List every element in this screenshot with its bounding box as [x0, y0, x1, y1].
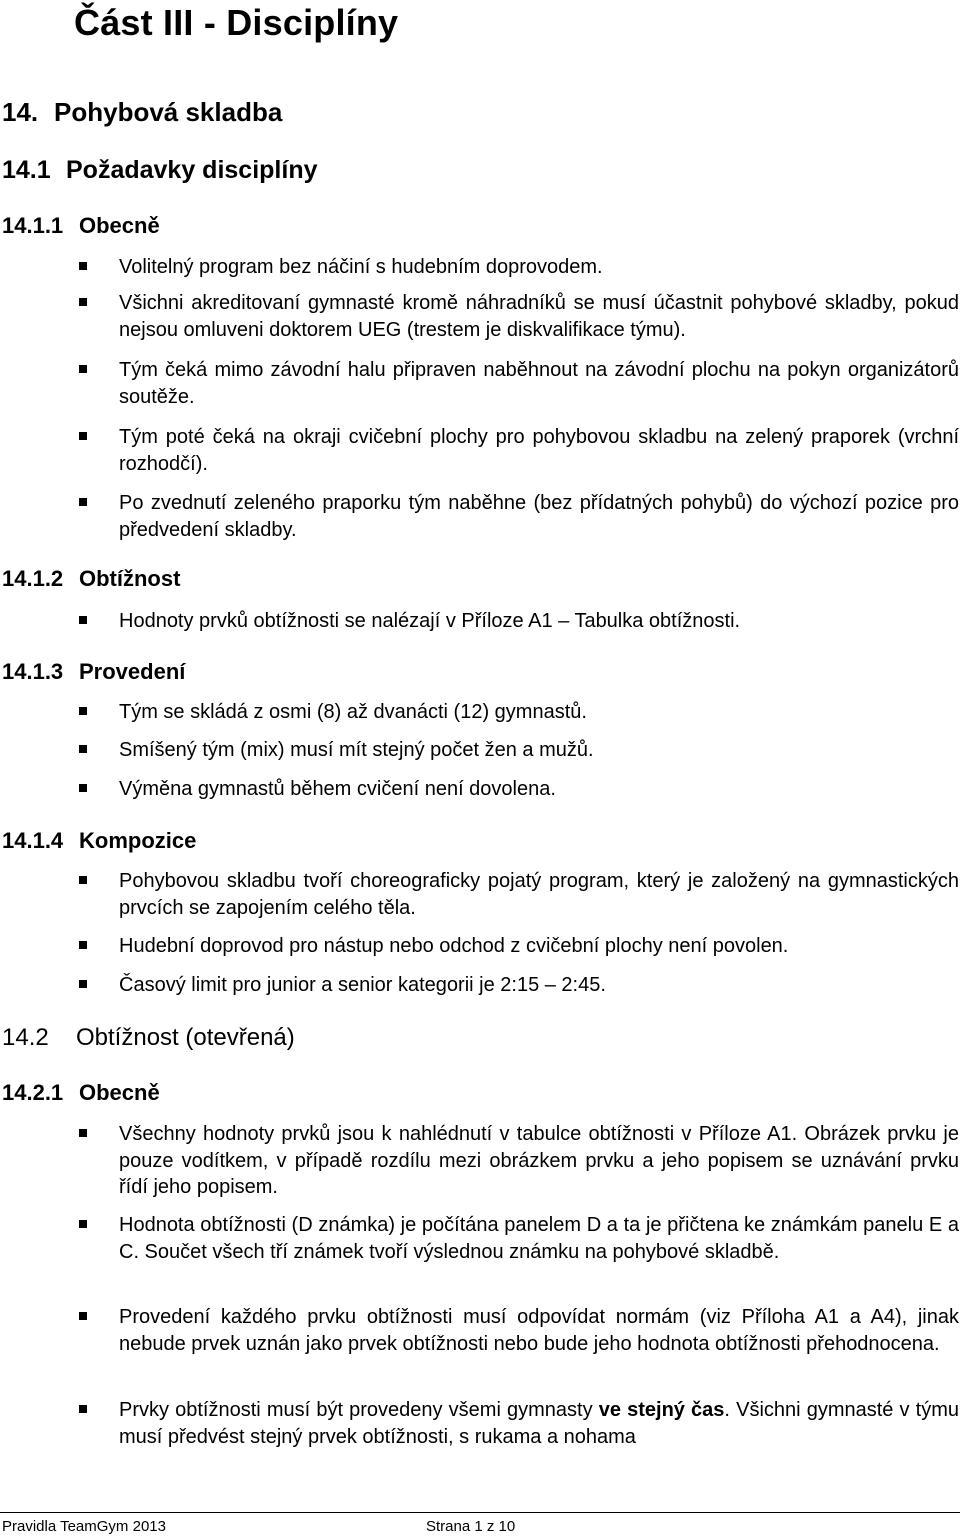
heading-number: 14.: [2, 97, 39, 127]
list-item: Časový limit pro junior a senior kategorii je 2:15 – 2:45.: [119, 972, 959, 999]
heading-14-2-1: [2, 1080, 160, 1106]
list-item: Po zvednutí zeleného praporku tým naběhne (bez přídatných pohybů) do výchozí pozice pro předvedení skladby.: [119, 490, 959, 543]
square-bullet-icon: [79, 1312, 87, 1320]
footer-left: Pravidla TeamGym 2013: [2, 1518, 166, 1535]
square-bullet-icon: [79, 365, 87, 373]
square-bullet-icon: [79, 745, 87, 753]
footer-rule: [0, 1512, 960, 1513]
list-item: Tým čeká mimo závodní halu připraven naběhnout na závodní plochu na pokyn organizátorů soutěže.: [119, 357, 959, 410]
heading-14-1-1: [2, 213, 160, 239]
heading-text: Provedení: [79, 659, 186, 684]
heading-14-1-3: [2, 659, 185, 685]
square-bullet-icon: [79, 1129, 87, 1137]
list-item: Pohybovou skladbu tvoří choreograficky pojatý program, který je založený na gymnastických prvcích se zapojením celého těla.: [119, 868, 959, 921]
square-bullet-icon: [79, 1220, 87, 1228]
list-item: Prvky obtížnosti musí být provedeny všemi gymnasty ve stejný čas. Všichni gymnasté v týmu musí předvést stejný prvek obtížnosti, s rukama a nohama: [119, 1397, 959, 1450]
list-item: Všichni akreditovaní gymnasté kromě náhradníků se musí účastnit pohybové skladby, pokud nejsou omluveni doktorem UEG (trestem je diskvalifikace týmu).: [119, 290, 959, 343]
square-bullet-icon: [79, 980, 87, 988]
heading-number: 14.2: [2, 1024, 49, 1051]
square-bullet-icon: [79, 298, 87, 306]
list-item: Provedení každého prvku obtížnosti musí odpovídat normám (viz Příloha A1 a A4), jinak nebude prvek uznán jako prvek obtížnosti nebo bude jeho hodnota obtížnosti přehodnocena.: [119, 1304, 959, 1357]
list-item: Tým poté čeká na okraji cvičební plochy pro pohybovou skladbu na zelený praporek (vrchní rozhodčí).: [119, 424, 959, 477]
heading-text: Obtížnost: [79, 566, 181, 591]
footer-page-number: Strana 1 z 10: [426, 1518, 516, 1535]
heading-text: Pohybová skladba: [54, 97, 283, 127]
square-bullet-icon: [79, 498, 87, 506]
heading-number: 14.2.1: [2, 1080, 64, 1105]
emphasis: ve stejný čas: [598, 1399, 725, 1421]
square-bullet-icon: [79, 941, 87, 949]
list-item: Hodnoty prvků obtížnosti se nalézají v Příloze A1 – Tabulka obtížnosti.: [119, 608, 959, 635]
heading-number: 14.1.2: [2, 566, 64, 591]
heading-text: Požadavky disciplíny: [66, 156, 318, 184]
list-item: Hudební doprovod pro nástup nebo odchod z cvičební plochy není povolen.: [119, 933, 959, 960]
square-bullet-icon: [79, 876, 87, 884]
heading-text: Obecně: [79, 213, 160, 238]
heading-number: 14.1: [2, 156, 51, 184]
list-item: Všechny hodnoty prvků jsou k nahlédnutí v tabulce obtížnosti v Příloze A1. Obrázek prvku je pouze vodítkem, v případě rozdílu mezi obrázkem prvku a jeho popisem se uznávání prvku řídí jeho popisem.: [119, 1121, 959, 1201]
list-item: Tým se skládá z osmi (8) až dvanácti (12) gymnastů.: [119, 699, 959, 726]
list-item: Hodnota obtížnosti (D známka) je počítána panelem D a ta je přičtena ke známkám panelu E a C. Součet všech tří známek tvoří výslednou známku na pohybové skladbě.: [119, 1212, 959, 1265]
list-item: Smíšený tým (mix) musí mít stejný počet žen a mužů.: [119, 737, 959, 764]
heading-text: Kompozice: [79, 828, 197, 853]
heading-number: 14.1.4: [2, 828, 64, 853]
heading-text: Obtížnost (otevřená): [76, 1024, 295, 1051]
heading-number: 14.1.1: [2, 213, 64, 238]
list-item: Volitelný program bez náčiní s hudebním doprovodem.: [119, 254, 959, 281]
heading-14-1-4: [2, 828, 196, 854]
heading-14-2: [2, 1024, 295, 1052]
square-bullet-icon: [79, 262, 87, 270]
heading-14-1: [2, 156, 318, 185]
heading-text: Obecně: [79, 1080, 160, 1105]
square-bullet-icon: [79, 784, 87, 792]
square-bullet-icon: [79, 1405, 87, 1413]
square-bullet-icon: [79, 432, 87, 440]
part-title: Část III - Disciplíny: [74, 2, 399, 43]
square-bullet-icon: [79, 616, 87, 624]
heading-14-1-2: [2, 566, 180, 592]
heading-number: 14.1.3: [2, 659, 64, 684]
heading-14: [2, 97, 282, 128]
square-bullet-icon: [79, 707, 87, 715]
list-item: Výměna gymnastů během cvičení není dovolena.: [119, 776, 959, 803]
